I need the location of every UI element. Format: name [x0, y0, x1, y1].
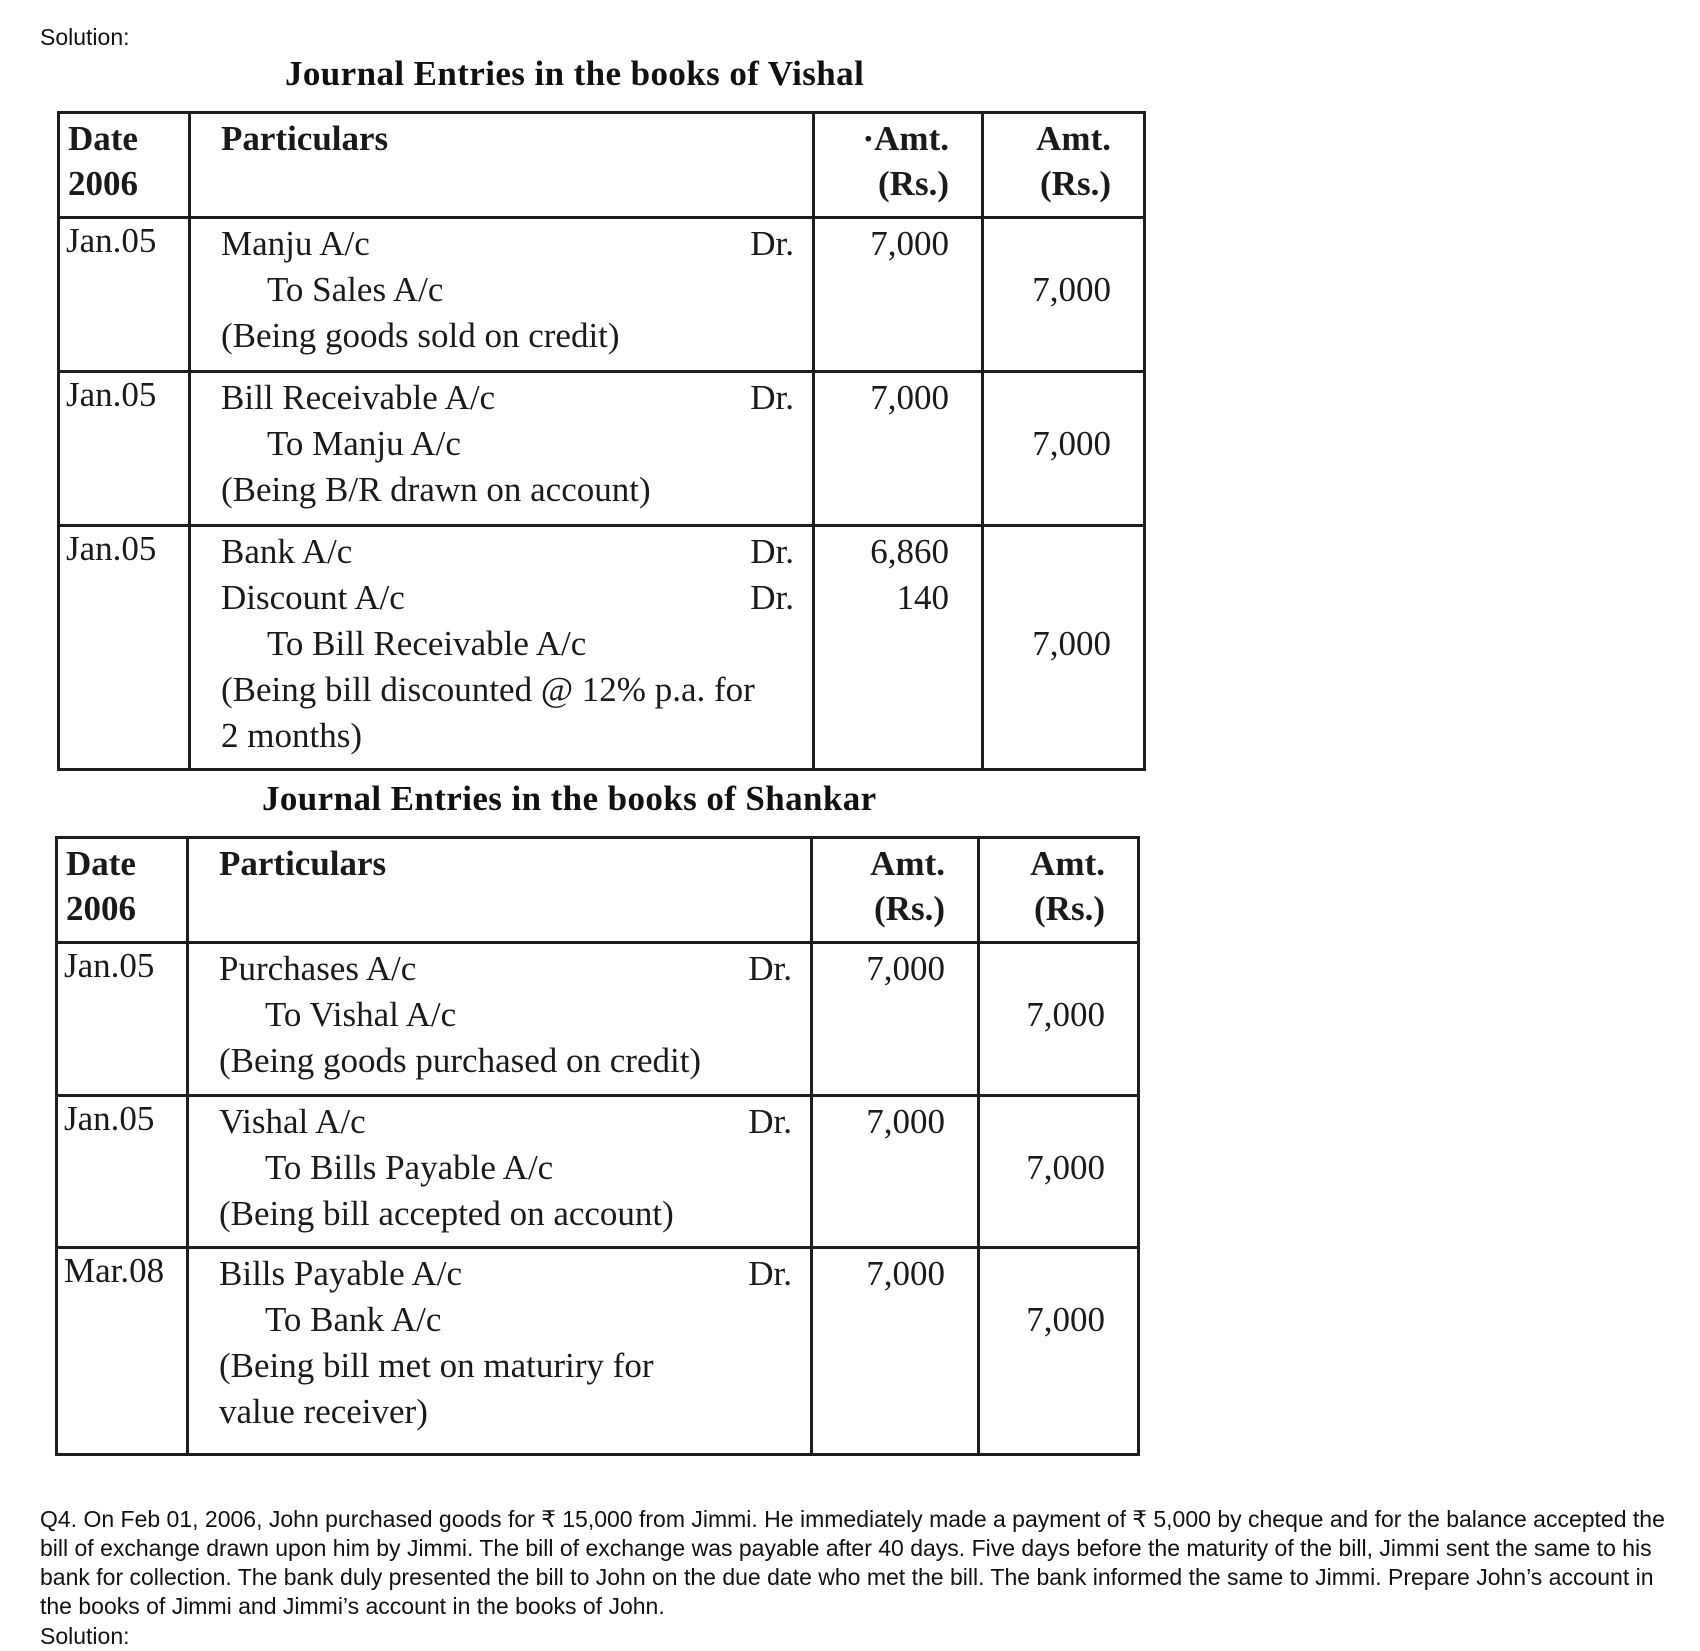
credit-amount: 7,000: [1032, 270, 1111, 309]
shankar-journal-title: Journal Entries in the books of Shankar: [262, 779, 877, 818]
entry-date: Jan.05: [59, 372, 190, 526]
debit-line: [221, 575, 794, 621]
debit-amount: 7,000: [866, 1102, 945, 1141]
debit-account: Discount A/c: [221, 578, 405, 617]
narration: (Being goods sold on credit): [221, 316, 620, 355]
year-header-label: 2006: [68, 164, 138, 203]
amt-header-label: ·Amt.: [862, 119, 949, 158]
credit-amounts: [979, 1248, 1139, 1455]
journal-entry-row: [59, 372, 1145, 526]
debit-amounts: [812, 1096, 979, 1248]
date-header: [57, 838, 188, 943]
debit-account: Purchases A/c: [219, 949, 417, 988]
narration: (Being bill met on maturiry for value receiver): [219, 1346, 654, 1431]
rs-header-label: (Rs.): [1040, 164, 1111, 203]
debit-line: [219, 946, 792, 992]
rs-header-label: (Rs.): [1034, 889, 1105, 928]
credit-amounts: [983, 218, 1145, 372]
entry-date: Mar.08: [57, 1248, 188, 1455]
credit-amount-header: [979, 838, 1139, 943]
shankar-journal-table: [55, 836, 1140, 1456]
table-header-row: [59, 113, 1145, 218]
entry-date: Jan.05: [57, 943, 188, 1096]
credit-amount: 7,000: [1032, 424, 1111, 463]
entry-particulars: [188, 1096, 812, 1248]
credit-account: To Bills Payable A/c: [265, 1148, 554, 1187]
particulars-header: [190, 113, 814, 218]
credit-amount-header: [983, 113, 1145, 218]
debit-amounts: [812, 1248, 979, 1455]
debit-amount: 7,000: [870, 378, 949, 417]
entry-date: Jan.05: [57, 1096, 188, 1248]
credit-account: To Bank A/c: [265, 1300, 442, 1339]
debit-account: Vishal A/c: [219, 1102, 366, 1141]
entry-particulars: [188, 1248, 812, 1455]
debit-amount: 7,000: [866, 1254, 945, 1293]
debit-amount: 6,860: [870, 532, 949, 571]
journal-entry-row: [57, 1248, 1139, 1455]
narration: (Being goods purchased on credit): [219, 1041, 702, 1080]
credit-amounts: [983, 372, 1145, 526]
narration: (Being bill accepted on account): [219, 1194, 674, 1233]
debit-line: [219, 1251, 792, 1297]
debit-amount-header: [814, 113, 983, 218]
amt-header-label: Amt.: [1036, 119, 1111, 158]
narration: (Being B/R drawn on account): [221, 470, 651, 509]
credit-account: To Vishal A/c: [265, 995, 457, 1034]
debit-account: Bill Receivable A/c: [221, 378, 496, 417]
journal-entry-row: [57, 943, 1139, 1096]
journal-entry-row: [59, 218, 1145, 372]
credit-account: To Bill Receivable A/c: [267, 624, 587, 663]
credit-amount: 7,000: [1026, 1300, 1105, 1339]
debit-account: Manju A/c: [221, 224, 370, 263]
debit-amounts: [814, 372, 983, 526]
solution-label-bottom: Solution:: [40, 1623, 130, 1649]
entry-particulars: [190, 372, 814, 526]
date-header-label: Date: [66, 844, 136, 883]
narration: (Being bill discounted @ 12% p.a. for 2 months): [221, 670, 755, 755]
credit-amounts: [979, 1096, 1139, 1248]
date-header: [59, 113, 190, 218]
year-header-label: 2006: [66, 889, 136, 928]
debit-account: Bills Payable A/c: [219, 1254, 463, 1293]
entry-particulars: [190, 218, 814, 372]
debit-account: Bank A/c: [221, 532, 353, 571]
debit-line: [221, 375, 794, 421]
credit-amount: 7,000: [1032, 624, 1111, 663]
debit-amount: 140: [896, 578, 949, 617]
debit-line: [219, 1099, 792, 1145]
dr-marker: Dr.: [748, 1254, 792, 1293]
credit-amounts: [979, 943, 1139, 1096]
amt-header-label: Amt.: [1030, 844, 1105, 883]
debit-amount: 7,000: [866, 949, 945, 988]
particulars-header-label: Particulars: [221, 119, 389, 158]
entry-date: Jan.05: [59, 526, 190, 770]
dr-marker: Dr.: [750, 378, 794, 417]
dr-marker: Dr.: [748, 949, 792, 988]
debit-amount-header: [812, 838, 979, 943]
credit-amounts: [983, 526, 1145, 770]
entry-particulars: [188, 943, 812, 1096]
dr-marker: Dr.: [750, 224, 794, 263]
debit-amounts: [814, 526, 983, 770]
dr-marker: Dr.: [748, 1102, 792, 1141]
debit-amounts: [814, 218, 983, 372]
credit-account: To Manju A/c: [267, 424, 461, 463]
amt-header-label: Amt.: [870, 844, 945, 883]
debit-amount: 7,000: [870, 224, 949, 263]
table-header-row: [57, 838, 1139, 943]
solution-label: Solution:: [40, 24, 130, 50]
vishal-journal-table: [57, 111, 1146, 771]
credit-amount: 7,000: [1026, 995, 1105, 1034]
dr-marker: Dr.: [750, 532, 794, 571]
journal-entry-row: [57, 1096, 1139, 1248]
entry-particulars: [190, 526, 814, 770]
entry-date: Jan.05: [59, 218, 190, 372]
debit-line: [221, 529, 794, 575]
date-header-label: Date: [68, 119, 138, 158]
debit-line: [221, 221, 794, 267]
rs-header-label: (Rs.): [874, 889, 945, 928]
particulars-header: [188, 838, 812, 943]
vishal-journal-title: Journal Entries in the books of Vishal: [285, 54, 865, 93]
journal-entry-row: [59, 526, 1145, 770]
question-text: Q4. On Feb 01, 2006, John purchased goods for ₹ 15,000 from Jimmi. He immediately made a payment of ₹ 5,000 by cheque and for the balance accepted the bill of exchange drawn upon him by Jimmi. The bill of exchange was payable after 40 days. Five days before the maturity of the bill, Jimmi sent the same to his bank for collection. The bank duly presented the bill to John on the due date who met the bill. The bank informed the same to Jimmi. Prepare John’s account in the books of Jimmi and Jimmi’s account in the books of John.: [40, 1506, 1665, 1619]
credit-amount: 7,000: [1026, 1148, 1105, 1187]
particulars-header-label: Particulars: [219, 844, 387, 883]
dr-marker: Dr.: [750, 578, 794, 617]
credit-account: To Sales A/c: [267, 270, 444, 309]
rs-header-label: (Rs.): [878, 164, 949, 203]
debit-amounts: [812, 943, 979, 1096]
